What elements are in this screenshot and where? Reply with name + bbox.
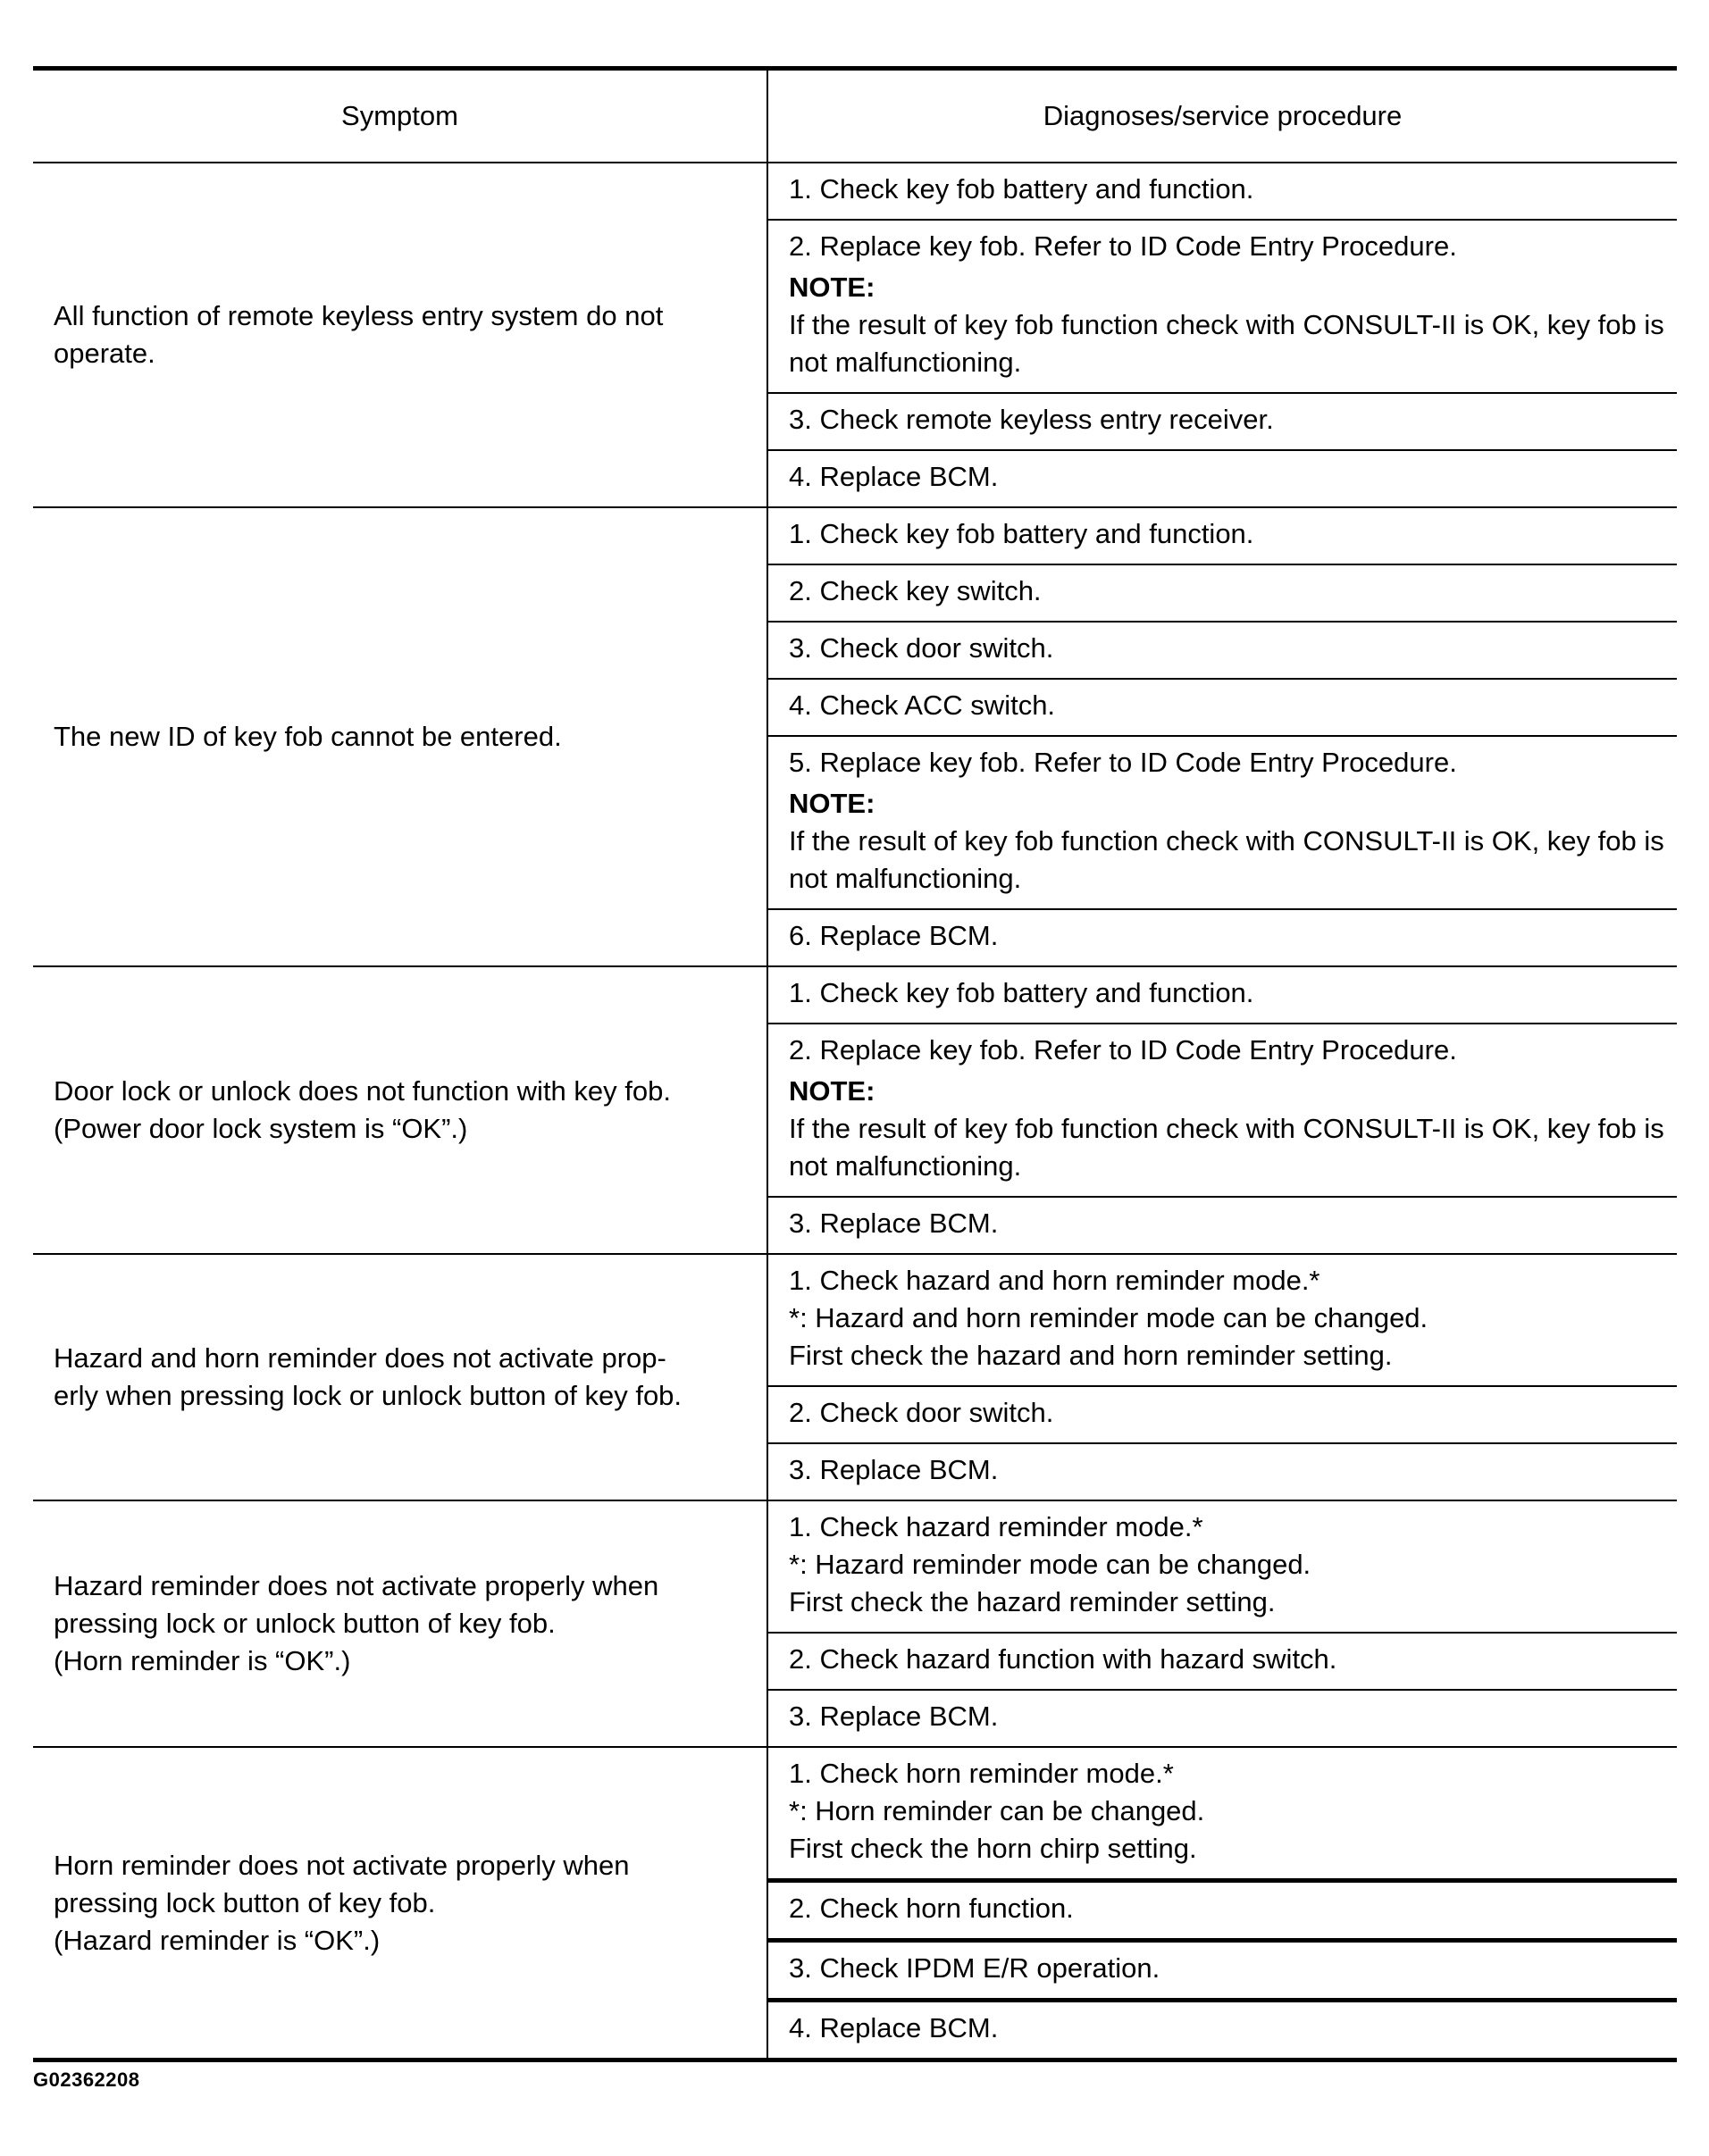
symptom-text: (Hazard reminder is “OK”.): [54, 1924, 381, 1956]
procedure-step-cell: [767, 736, 1677, 909]
procedure-step-cell: [767, 1500, 1677, 1633]
symptom-cell: [33, 163, 767, 507]
procedure-step-text: 3. Replace BCM.: [789, 1701, 999, 1732]
procedure-step-text: 2. Check key switch.: [789, 575, 1042, 606]
procedure-step-cell: [767, 507, 1677, 564]
symptom-text: pressing lock button of key fob.: [54, 1886, 436, 1918]
procedure-step-text: *: Hazard and horn reminder mode can be changed.: [789, 1302, 1428, 1333]
procedure-step-text: *: Horn reminder can be changed.: [789, 1795, 1205, 1826]
procedure-step-text: 4. Replace BCM.: [789, 2012, 999, 2043]
procedure-step-cell: [767, 1386, 1677, 1443]
symptom-text: Hazard reminder does not activate properly when: [54, 1570, 659, 1601]
procedure-step-text: 4. Replace BCM.: [789, 461, 999, 492]
header-row: [33, 69, 1677, 163]
procedure-step-cell: [767, 163, 1677, 220]
symptom-cell: [33, 1254, 767, 1500]
symptom-text: pressing lock or unlock button of key fob.: [54, 1608, 556, 1639]
procedure-step-text: 1. Check hazard and horn reminder mode.*: [789, 1265, 1320, 1296]
symptom-text: (Power door lock system is “OK”.): [54, 1113, 468, 1144]
procedure-step-cell: [767, 450, 1677, 507]
procedure-step-text: 2. Check door switch.: [789, 1397, 1054, 1428]
header-symptom: Symptom: [33, 69, 767, 163]
symptom-text: erly when pressing lock or unlock button of key fob.: [54, 1380, 683, 1411]
procedure-step-cell: [767, 622, 1677, 679]
procedure-step-text: 2. Replace key fob. Refer to ID Code Entry Procedure.: [789, 230, 1457, 262]
procedure-step-text: 1. Check key fob battery and function.: [789, 173, 1254, 205]
procedure-step-text: 3. Check door switch.: [789, 632, 1054, 664]
procedure-step-text: 1. Check horn reminder mode.*: [789, 1758, 1174, 1789]
procedure-step-cell: [767, 1690, 1677, 1747]
procedure-step-text: 1. Check key fob battery and function.: [789, 518, 1254, 549]
procedure-step-cell: [767, 220, 1677, 393]
symptom-text: The new ID of key fob cannot be entered.: [54, 721, 562, 752]
procedure-step-cell: [767, 1747, 1677, 1881]
procedure-step-text: 4. Check ACC switch.: [789, 689, 1056, 721]
procedure-step-text: 1. Check hazard reminder mode.*: [789, 1511, 1203, 1542]
table-row: [33, 507, 1677, 564]
symptom-text: Horn reminder does not activate properly when: [54, 1849, 630, 1881]
diagnosis-table-page: [33, 66, 1677, 2062]
procedure-step-cell: [767, 909, 1677, 966]
procedure-step-cell: [767, 393, 1677, 450]
symptom-text: (Horn reminder is “OK”.): [54, 1645, 351, 1676]
procedure-step-cell: [767, 1881, 1677, 1941]
table-row: [33, 1254, 1677, 1386]
table-row: [33, 966, 1677, 1024]
table-body: [33, 163, 1677, 2060]
procedure-step-text: 1. Check key fob battery and function.: [789, 977, 1254, 1008]
procedure-step-text: 5. Replace key fob. Refer to ID Code Entry Procedure.: [789, 747, 1457, 778]
procedure-step-text: 6. Replace BCM.: [789, 920, 999, 951]
procedure-step-cell: [767, 1443, 1677, 1500]
note-text: If the result of key fob function check with CONSULT-II is OK, key fob is not malfunctioning.: [789, 825, 1664, 894]
symptom-text: Door lock or unlock does not function with key fob.: [54, 1075, 671, 1107]
procedure-step-cell: [767, 1254, 1677, 1386]
procedure-step-text: First check the hazard reminder setting.: [789, 1586, 1276, 1617]
procedure-step-cell: [767, 966, 1677, 1024]
procedure-step-cell: [767, 1024, 1677, 1197]
procedure-step-cell: [767, 1633, 1677, 1690]
procedure-step-text: 2. Check horn function.: [789, 1893, 1074, 1924]
procedure-step-text: First check the hazard and horn reminder setting.: [789, 1340, 1393, 1371]
symptom-diagnosis-table: [33, 66, 1677, 2062]
symptom-cell: [33, 1500, 767, 1747]
procedure-step-text: 3. Check IPDM E/R operation.: [789, 1952, 1160, 1984]
procedure-step-text: 2. Check hazard function with hazard switch.: [789, 1643, 1337, 1675]
table-row: [33, 1747, 1677, 1881]
procedure-step-text: *: Hazard reminder mode can be changed.: [789, 1549, 1311, 1580]
note-label: NOTE:: [789, 1075, 875, 1107]
note-label: NOTE:: [789, 788, 875, 819]
note-text: If the result of key fob function check with CONSULT-II is OK, key fob is not malfunctioning.: [789, 309, 1664, 378]
table-row: [33, 163, 1677, 220]
note-text: If the result of key fob function check with CONSULT-II is OK, key fob is not malfunctioning.: [789, 1113, 1664, 1182]
table-row: [33, 1500, 1677, 1633]
symptom-cell: [33, 507, 767, 966]
procedure-step-text: 3. Check remote keyless entry receiver.: [789, 404, 1274, 435]
symptom-cell: [33, 966, 767, 1254]
procedure-step-text: First check the horn chirp setting.: [789, 1833, 1197, 1864]
procedure-step-cell: [767, 679, 1677, 736]
figure-code: G02362208: [33, 2068, 140, 2091]
symptom-cell: [33, 1747, 767, 2060]
procedure-step-text: 3. Replace BCM.: [789, 1208, 999, 1239]
procedure-step-cell: [767, 564, 1677, 622]
header-procedure: Diagnoses/service procedure: [767, 69, 1677, 163]
symptom-text: All function of remote keyless entry system do not operate.: [54, 300, 664, 369]
procedure-step-cell: [767, 1197, 1677, 1254]
procedure-step-cell: [767, 1941, 1677, 2001]
note-label: NOTE:: [789, 272, 875, 303]
symptom-text: Hazard and horn reminder does not activate prop-: [54, 1342, 666, 1374]
procedure-step-cell: [767, 2001, 1677, 2060]
procedure-step-text: 2. Replace key fob. Refer to ID Code Entry Procedure.: [789, 1034, 1457, 1065]
procedure-step-text: 3. Replace BCM.: [789, 1454, 999, 1485]
